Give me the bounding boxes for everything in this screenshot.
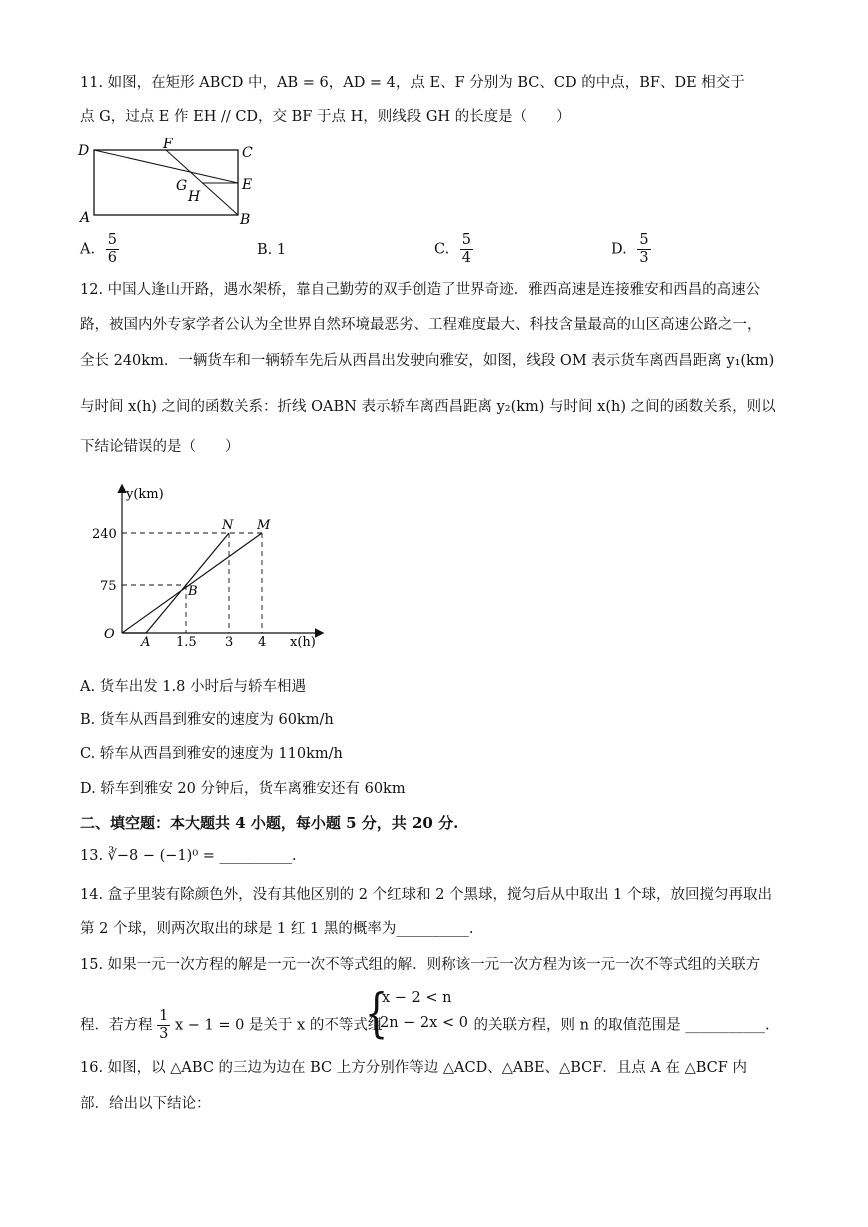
q15-line2-b: x − 1 = 0 是关于 x 的不等式组 [174, 1017, 383, 1034]
q15-fraction [157, 1008, 170, 1043]
q13-text: 13. ∛−8 − (−1)⁰ = __________. [80, 848, 297, 864]
segment-om [122, 533, 262, 633]
origin-label: O [104, 627, 115, 642]
option-d-fraction [637, 232, 650, 267]
q15-line2-a: 程．若方程 [80, 1017, 153, 1034]
label-f: F [163, 138, 173, 152]
label-g: G [176, 178, 188, 194]
point-b-label: B [188, 584, 198, 599]
label-b: B [240, 212, 251, 228]
q15-line1: 15. 如果一元一次方程的解是一元一次不等式组的解．则称该一元一次方程为该一元一次不等式组的关联方 [80, 957, 761, 973]
option-d-den: 3 [639, 250, 649, 266]
q12-option-c: C. 轿车从西昌到雅安的速度为 110km/h [80, 746, 343, 762]
option-d-num: 5 [639, 232, 649, 248]
label-a: A [80, 210, 91, 226]
option-c-den: 4 [461, 250, 472, 266]
q12-line5: 下结论错误的是（ ） [80, 439, 240, 455]
option-a-fraction [106, 232, 119, 267]
q15-frac-den: 3 [159, 1026, 169, 1042]
section-2-title: 二、填空题：本大题共 4 小题，每小题 5 分，共 20 分. [80, 814, 459, 832]
q14-line1: 14. 盒子里装有除颜色外，没有其他区别的 2 个红球和 2 个黑球，搅匀后从中取出 1 个球，放回搅匀再取出 [80, 887, 772, 903]
q12-line1: 12. 中国人逢山开路，遇水架桥，靠自己勤劳的双手创造了世界奇迹．雅西高速是连接雅安和西昌的高速公 [80, 282, 761, 298]
option-a-num: 5 [107, 232, 117, 248]
q16-line2: 部．给出以下结论： [80, 1096, 211, 1112]
x-tick-3: 3 [225, 635, 234, 650]
q11-option-c [434, 232, 473, 267]
x-tick-4: 4 [258, 635, 267, 650]
q11-line1: 11. 如图，在矩形 ABCD 中，AB = 6，AD = 4，点 E、F 分别为 BC、CD 的中点，BF、DE 相交于 [80, 75, 745, 91]
x-tick-1-5: 1.5 [176, 635, 197, 650]
q12-option-b: B. 货车从西昌到雅安的速度为 60km/h [80, 712, 334, 728]
option-a-den: 6 [107, 250, 117, 266]
label-e: E [242, 177, 253, 193]
option-b-text: 1 [276, 242, 287, 258]
q11-option-d [611, 232, 651, 267]
label-d: D [78, 143, 90, 159]
q15-inequality-1: x − 2 < n [382, 990, 452, 1006]
q12-option-d: D. 轿车到雅安 20 分钟后，货车离雅安还有 60km [80, 781, 406, 797]
q11-option-a [80, 232, 119, 267]
option-c-prefix: C. [434, 241, 450, 258]
option-c-num: 5 [461, 232, 472, 248]
segment-de [94, 150, 238, 183]
x-axis-label: x(h) [290, 635, 316, 650]
option-b-prefix: B. [257, 242, 273, 258]
q11-line2: 点 G，过点 E 作 EH // CD，交 BF 于点 H，则线段 GH 的长度是（ ） [80, 109, 571, 125]
option-d-prefix: D. [611, 241, 627, 258]
q16-line1: 16. 如图，以 △ABC 的三边为边在 BC 上方分别作等边 △ACD、△ABE、△BCF．且点 A 在 △BCF 内 [80, 1060, 747, 1076]
label-h: H [188, 189, 201, 205]
point-m-label: M [257, 518, 271, 533]
label-c: C [242, 145, 253, 161]
q11-option-b [257, 242, 286, 258]
q12-line4: 与时间 x(h) 之间的函数关系：折线 OABN 表示轿车离西昌距离 y₂(km) 与时间 x(h) 之间的函数关系，则以 [80, 399, 776, 415]
q14-line2: 第 2 个球，则两次取出的球是 1 红 1 黑的概率为__________. [80, 921, 474, 937]
q15-frac-num: 1 [159, 1008, 169, 1024]
option-a-prefix: A. [80, 241, 96, 258]
polyline-oabn [122, 533, 229, 633]
q12-distance-time-graph [90, 478, 340, 653]
point-a-label: A [141, 635, 151, 650]
y-tick-240: 240 [92, 527, 117, 542]
y-axis-label: y(km) [126, 487, 164, 502]
y-tick-75: 75 [100, 579, 117, 594]
option-c-fraction [460, 232, 473, 267]
q12-line3: 全长 240km．一辆货车和一辆轿车先后从西昌出发驶向雅安，如图，线段 OM 表示货车离西昌距离 y₁(km) [80, 353, 775, 369]
q11-rectangle-figure [76, 138, 266, 230]
q12-option-a: A. 货车出发 1.8 小时后与轿车相遇 [80, 679, 306, 695]
point-n-label: N [222, 518, 234, 533]
q12-line2: 路，被国内外专家学者公认为全世界自然环境最恶劣、工程难度最大、科技含量最高的山区高速公路之一， [80, 317, 762, 333]
q15-line2-c: 的关联方程，则 n 的取值范围是 ___________. [473, 1017, 770, 1034]
q15-brace-icon: { [364, 984, 389, 1044]
q15-inequality-2: 2n − 2x < 0 [380, 1015, 468, 1031]
